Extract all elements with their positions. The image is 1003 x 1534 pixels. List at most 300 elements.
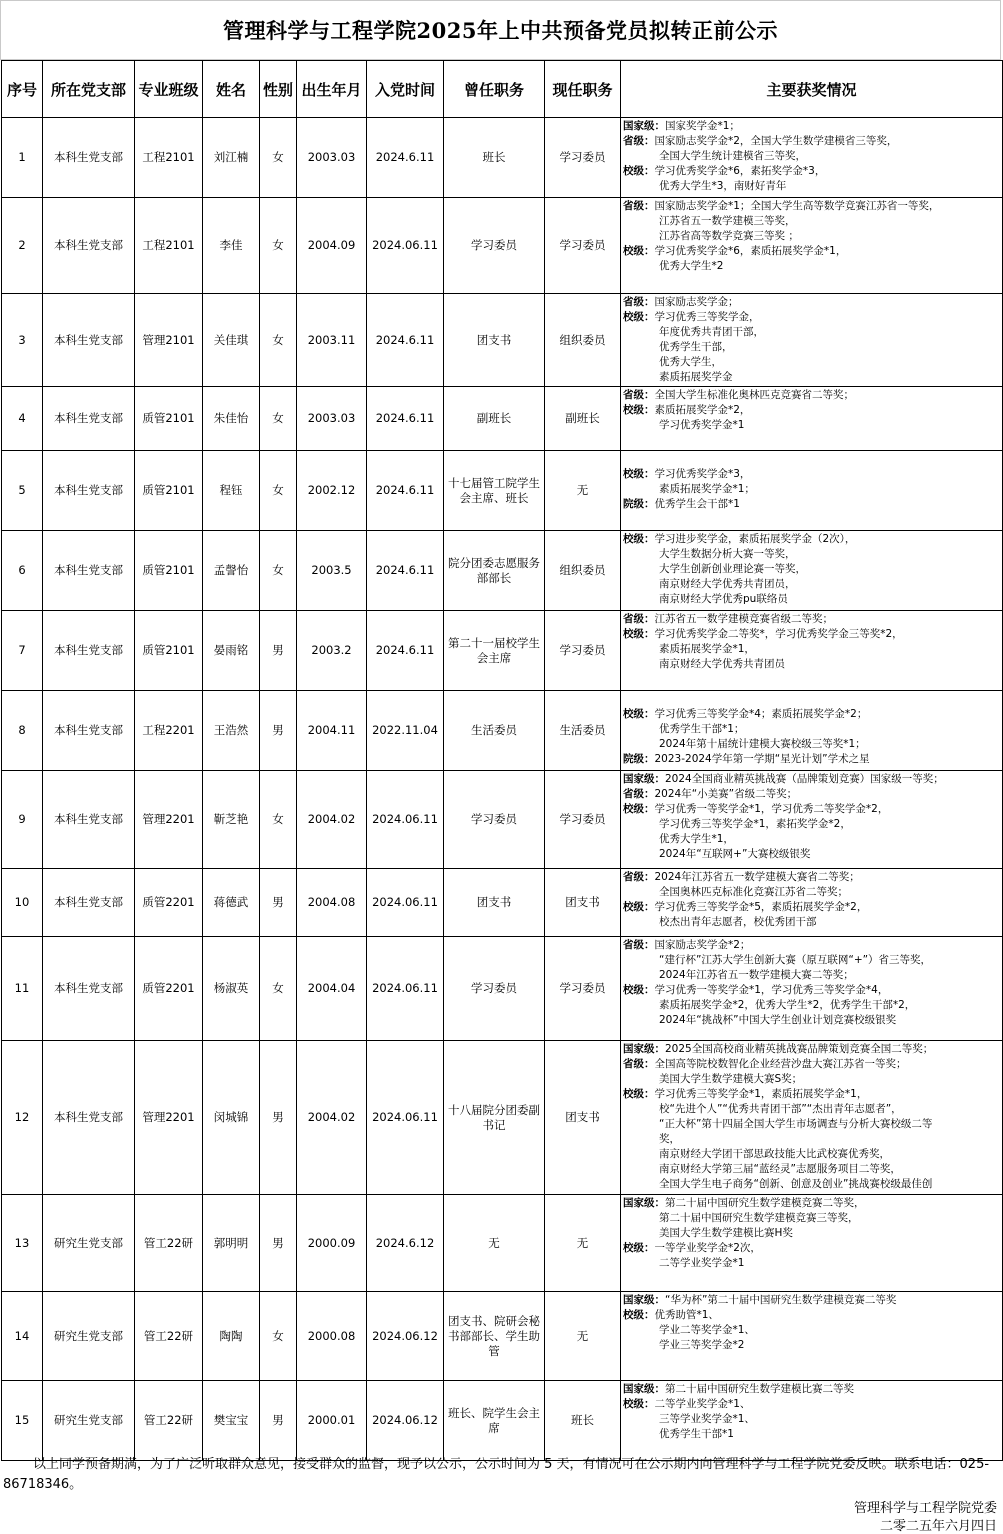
award-line: [623, 1397, 1000, 1412]
cell-birth-text: 2004.11: [307, 723, 356, 737]
award-line: [623, 1241, 1000, 1256]
cell-birth-text: 2003.03: [307, 150, 356, 164]
header-join-date: 入党时间: [367, 61, 444, 118]
award-line: [623, 737, 1000, 752]
cell-no-text: 13: [14, 1235, 30, 1250]
cell-gender-text: 女: [272, 332, 284, 347]
cell-branch: [43, 387, 135, 451]
cell-no-text: 14: [14, 1328, 30, 1343]
award-level: 省级：: [623, 296, 655, 308]
cell-no: [2, 611, 43, 691]
cell-birth-text: 2002.12: [307, 483, 356, 497]
cell-branch: [43, 451, 135, 531]
cell-join-date-text: 2024.6.11: [375, 563, 435, 577]
cell-no: [2, 198, 43, 294]
award-text: 校杰出青年志愿者，校优秀团干部: [659, 916, 817, 928]
award-text: 素质拓展奖学金: [659, 371, 733, 383]
cell-gender: [260, 387, 297, 451]
cell-branch: [43, 937, 135, 1041]
cell-join-date: [367, 869, 444, 937]
cell-current-position-text: 无: [576, 1235, 589, 1250]
cell-birth-text: 2004.02: [307, 1110, 356, 1124]
table-row: [2, 691, 1003, 771]
cell-birth-text: 2003.11: [307, 332, 356, 347]
cell-gender: [260, 1041, 297, 1195]
cell-no-text: 4: [18, 411, 26, 425]
award-line: [623, 802, 1000, 817]
cell-join-date: [367, 387, 444, 451]
header-awards: 主要获奖情况: [621, 61, 1003, 118]
table-body: [2, 118, 1003, 1461]
table-row: [2, 1195, 1003, 1292]
cell-awards: [621, 937, 1003, 1041]
footer-organization: 管理科学与工程学院党委: [853, 1501, 997, 1516]
cell-awards: [621, 691, 1003, 771]
cell-gender-text: 女: [272, 238, 284, 252]
award-text: 全国大学生电子商务“创新、创意及创业”挑战赛校级最佳创: [659, 1178, 933, 1190]
cell-join-date-text: 2024.06.12: [372, 1413, 438, 1427]
cell-current-position: [545, 531, 621, 611]
cell-name-text: 王浩然: [213, 723, 249, 737]
award-line: [623, 983, 1000, 998]
cell-birth: [297, 1292, 367, 1381]
cell-class: [135, 611, 203, 691]
cell-birth-text: 2004.02: [307, 812, 356, 826]
cell-name: [203, 294, 260, 387]
cell-gender-text: 女: [272, 981, 284, 995]
award-text: 二等学业奖学金*1: [659, 1257, 745, 1269]
award-text: 2024全国商业精英挑战赛（品牌策划竞赛）国家级一等奖；: [665, 773, 944, 785]
cell-no: [2, 937, 43, 1041]
award-text: “建行杯”江苏大学生创新大赛（原互联网“+”）省三等奖，: [659, 954, 932, 966]
award-line: [623, 1256, 1000, 1271]
cell-former-position-text: 十八届院分团委副书记: [448, 1102, 540, 1132]
award-level: 校级：: [623, 1309, 655, 1321]
cell-name-text: 李佳: [219, 238, 243, 252]
cell-awards: [621, 118, 1003, 198]
cell-no: [2, 1041, 43, 1195]
cell-gender: [260, 294, 297, 387]
cell-birth-text: 2004.08: [307, 895, 356, 909]
cell-name-text: 郭明明: [213, 1235, 249, 1250]
cell-no-text: 6: [18, 563, 26, 577]
award-line: [623, 388, 1000, 403]
award-level: 校级：: [623, 245, 655, 257]
cell-birth-text: 2003.03: [307, 411, 356, 425]
cell-birth-text: 2003.5: [311, 563, 352, 577]
cell-class: [135, 869, 203, 937]
award-text: 国家励志奖学金*2，全国大学生数学建模省三等奖，: [654, 135, 898, 147]
award-text: 全国大学生统计建模省三等奖，: [659, 150, 806, 162]
award-text: 学习优秀三等奖学金*5，素质拓展奖学金*2，: [654, 901, 868, 913]
award-line: [623, 885, 1000, 900]
cell-birth: [297, 1381, 367, 1461]
candidates-table: [1, 60, 1003, 1461]
award-text: “正大杯”第十四届全国大学生市场调查与分析大赛校级二等: [659, 1118, 933, 1130]
award-text: 2024年江苏省五一数学建模大赛二等奖；: [659, 969, 854, 981]
cell-former-position: [444, 451, 545, 531]
cell-birth: [297, 869, 367, 937]
cell-branch: [43, 869, 135, 937]
cell-gender-text: 女: [272, 563, 284, 577]
cell-join-date-text: 2022.11.04: [372, 723, 438, 737]
cell-birth: [297, 691, 367, 771]
cell-name-text: 程钰: [219, 483, 243, 497]
table-row: [2, 118, 1003, 198]
header-gender: 性别: [260, 61, 297, 118]
award-line: [623, 722, 1000, 737]
cell-branch: [43, 611, 135, 691]
cell-current-position: [545, 1041, 621, 1195]
cell-former-position: [444, 1041, 545, 1195]
cell-gender: [260, 1292, 297, 1381]
cell-class: [135, 294, 203, 387]
award-text: 校“先进个人”“优秀共青团干部”“杰出青年志愿者”，: [659, 1103, 902, 1115]
award-line: [623, 1013, 1000, 1028]
award-line: [623, 370, 1000, 385]
award-line: [623, 452, 1000, 467]
cell-class-text: 工程2201: [142, 723, 195, 737]
award-level: 校级：: [623, 1088, 655, 1100]
cell-former-position: [444, 294, 545, 387]
award-text: 素质拓展奖学金*1，: [659, 643, 755, 655]
cell-name: [203, 387, 260, 451]
cell-name: [203, 531, 260, 611]
award-text: 第二十届中国研究生数学建模比赛二等奖: [665, 1383, 854, 1395]
cell-name-text: 靳芝艳: [213, 812, 249, 826]
award-line: [623, 547, 1000, 562]
award-text: 全国高等院校数智化企业经营沙盘大赛江苏省一等奖；: [654, 1058, 907, 1070]
cell-name: [203, 1292, 260, 1381]
cell-gender-text: 男: [272, 1110, 284, 1124]
cell-gender: [260, 1195, 297, 1292]
award-line: [623, 259, 1000, 274]
cell-former-position-text: 班长、院学生会主席: [448, 1405, 540, 1435]
award-text: 优秀学生会干部*1: [654, 498, 740, 510]
award-line: [623, 164, 1000, 179]
award-level: 院级：: [623, 753, 655, 765]
cell-no: [2, 1195, 43, 1292]
award-line: [623, 870, 1000, 885]
cell-awards: [621, 531, 1003, 611]
table-row: [2, 451, 1003, 531]
cell-branch-text: 本科生党支部: [54, 981, 123, 995]
cell-class-text: 质管2201: [142, 895, 195, 909]
cell-name: [203, 118, 260, 198]
cell-gender: [260, 531, 297, 611]
table-row: [2, 387, 1003, 451]
cell-current-position-text: 无: [576, 1328, 589, 1343]
award-text: 优秀大学生，: [659, 356, 722, 368]
cell-former-position: [444, 1381, 545, 1461]
cell-class-text: 工程2101: [142, 150, 195, 164]
award-line: [623, 1323, 1000, 1338]
award-line: [623, 310, 1000, 325]
cell-current-position: [545, 1195, 621, 1292]
award-level: 省级：: [623, 200, 655, 212]
cell-awards: [621, 1381, 1003, 1461]
cell-join-date-text: 2024.6.11: [375, 150, 435, 164]
award-line: [623, 1293, 1000, 1308]
cell-join-date: [367, 1041, 444, 1195]
cell-class: [135, 937, 203, 1041]
award-text: 素质拓展奖学金*2，优秀大学生*2，优秀学生干部*2，: [659, 999, 916, 1011]
cell-birth: [297, 387, 367, 451]
award-line: [623, 149, 1000, 164]
award-text: 国家励志奖学金；: [654, 296, 739, 308]
cell-gender-text: 女: [272, 150, 284, 164]
cell-gender: [260, 451, 297, 531]
table-row: [2, 771, 1003, 869]
cell-former-position: [444, 1195, 545, 1292]
cell-name-text: 樊宝宝: [213, 1413, 249, 1427]
award-level: 国家级：: [623, 120, 665, 132]
award-text: 优秀大学生*2: [659, 260, 724, 272]
cell-former-position-text: 副班长: [476, 411, 512, 425]
award-text: 学习优秀三等奖学金*4；素质拓展奖学金*2；: [654, 708, 868, 720]
award-line: [623, 418, 1000, 433]
cell-branch: [43, 1292, 135, 1381]
award-line: [623, 244, 1000, 259]
cell-gender-text: 男: [272, 1235, 284, 1250]
cell-birth: [297, 118, 367, 198]
cell-join-date-text: 2024.06.11: [372, 1110, 438, 1124]
cell-class: [135, 771, 203, 869]
award-line: [623, 998, 1000, 1013]
award-line: [623, 179, 1000, 194]
cell-gender: [260, 937, 297, 1041]
award-level: 校级：: [623, 1242, 655, 1254]
cell-awards: [621, 1292, 1003, 1381]
award-level: 国家级：: [623, 1383, 665, 1395]
cell-no-text: 10: [14, 895, 30, 909]
award-level: 校级：: [623, 165, 655, 177]
award-text: 学习优秀奖学金*1: [659, 419, 745, 431]
cell-name: [203, 771, 260, 869]
cell-class: [135, 451, 203, 531]
award-text: 江苏省五一数学建模三等奖，: [659, 215, 796, 227]
footer-date: 二零二五年六月四日: [879, 1519, 997, 1534]
cell-awards: [621, 198, 1003, 294]
table-row: [2, 869, 1003, 937]
award-text: 国家奖学金*1；: [665, 120, 740, 132]
table-row: [2, 1381, 1003, 1461]
cell-name: [203, 937, 260, 1041]
footer-note: 以上同学预备期满，为了广泛听取群众意见，接受群众的监督，现予以公示，公示时间为 5 天，有情况可在公示期内向管理科学与工程学院党委反映。联系电话：025-86718346。: [3, 1457, 990, 1492]
cell-gender-text: 女: [272, 812, 284, 826]
cell-branch-text: 本科生党支部: [54, 643, 123, 657]
cell-current-position-text: 学习委员: [559, 150, 606, 164]
award-line: [623, 787, 1000, 802]
award-line: [623, 1382, 1000, 1397]
cell-branch: [43, 771, 135, 869]
cell-class-text: 管工22研: [143, 1235, 194, 1250]
award-line: [623, 592, 1000, 607]
cell-join-date: [367, 1195, 444, 1292]
cell-current-position: [545, 771, 621, 869]
award-text: 2024年“小美赛”省级二等奖；: [654, 788, 798, 800]
cell-current-position-text: 组织委员: [559, 332, 606, 347]
cell-branch-text: 研究生党支部: [54, 1413, 123, 1427]
cell-gender: [260, 771, 297, 869]
cell-class: [135, 1195, 203, 1292]
cell-birth: [297, 611, 367, 691]
cell-branch-text: 本科生党支部: [54, 895, 123, 909]
award-line: [623, 1162, 1000, 1177]
cell-name: [203, 1041, 260, 1195]
table-row: [2, 611, 1003, 691]
cell-current-position-text: 无: [576, 483, 589, 497]
cell-current-position-text: 班长: [571, 1413, 594, 1427]
award-line: [623, 817, 1000, 832]
cell-current-position: [545, 294, 621, 387]
cell-branch: [43, 1381, 135, 1461]
cell-gender: [260, 1381, 297, 1461]
cell-former-position-text: 学习委员: [471, 812, 517, 826]
cell-gender: [260, 691, 297, 771]
cell-branch: [43, 1195, 135, 1292]
cell-birth: [297, 1195, 367, 1292]
award-text: 大学生创新创业理论赛一等奖，: [659, 563, 806, 575]
cell-gender: [260, 198, 297, 294]
award-line: [623, 1147, 1000, 1162]
cell-name: [203, 611, 260, 691]
cell-join-date-text: 2024.06.11: [372, 812, 438, 826]
cell-no-text: 5: [18, 483, 26, 497]
cell-no-text: 15: [14, 1413, 30, 1427]
award-text: 优秀学生干部，: [659, 341, 733, 353]
award-text: 二等学业奖学金*1、: [654, 1398, 751, 1410]
cell-no: [2, 1381, 43, 1461]
award-line: [623, 900, 1000, 915]
award-line: [623, 953, 1000, 968]
award-text: 2024年“挑战杯”中国大学生创业计划竞赛校级银奖: [659, 1014, 897, 1026]
cell-join-date: [367, 1381, 444, 1461]
award-line: [623, 295, 1000, 310]
cell-class-text: 质管2201: [142, 981, 195, 995]
award-text: 学业二等奖学金*1、: [659, 1324, 755, 1336]
cell-birth-text: 2000.08: [307, 1328, 356, 1343]
table-row: [2, 1041, 1003, 1195]
cell-join-date-text: 2024.6.11: [375, 411, 435, 425]
award-line: [623, 134, 1000, 149]
cell-class-text: 质管2101: [142, 563, 195, 577]
award-line: [623, 847, 1000, 862]
cell-branch-text: 本科生党支部: [54, 150, 123, 164]
document-title: 管理科学与工程学院2025年上中共预备党员拟转正前公示: [0, 0, 1001, 60]
cell-join-date-text: 2024.06.12: [372, 1328, 438, 1343]
cell-branch-text: 本科生党支部: [54, 723, 123, 737]
award-level: 省级：: [623, 135, 655, 147]
cell-join-date: [367, 1292, 444, 1381]
award-line: [623, 1132, 1000, 1147]
award-text: 全国奥林匹克标准化竞赛江苏省二等奖；: [659, 886, 848, 898]
award-line: [623, 1338, 1000, 1353]
award-line: [623, 1211, 1000, 1226]
cell-birth: [297, 451, 367, 531]
award-line: [623, 1102, 1000, 1117]
cell-current-position: [545, 451, 621, 531]
award-text: 美国大学生数学建模大赛S奖；: [659, 1073, 803, 1085]
award-text: 学业三等奖学金*2: [659, 1339, 745, 1351]
award-level: 省级：: [623, 613, 655, 625]
cell-no-text: 7: [18, 643, 26, 657]
cell-name-text: 朱佳怡: [213, 411, 249, 425]
cell-no: [2, 869, 43, 937]
cell-no-text: 9: [18, 812, 26, 826]
award-text: 2024年第十届统计建模大赛校级三等奖*1；: [659, 738, 866, 750]
cell-no-text: 1: [18, 150, 26, 164]
cell-former-position-text: 团支书: [476, 895, 512, 909]
award-level: 校级：: [623, 628, 655, 640]
award-text: 国家励志奖学金*1；全国大学生高等数学竞赛江苏省一等奖，: [654, 200, 940, 212]
award-line: [623, 1412, 1000, 1427]
cell-join-date: [367, 198, 444, 294]
cell-former-position-text: 生活委员: [471, 723, 517, 737]
cell-name: [203, 869, 260, 937]
cell-current-position: [545, 611, 621, 691]
cell-former-position-text: 学习委员: [471, 238, 517, 252]
cell-join-date: [367, 937, 444, 1041]
cell-no-text: 2: [18, 238, 26, 252]
award-text: 优秀大学生*1，: [659, 833, 734, 845]
award-line: [623, 1308, 1000, 1323]
cell-name: [203, 691, 260, 771]
cell-join-date: [367, 294, 444, 387]
cell-class-text: 质管2101: [142, 411, 195, 425]
cell-current-position-text: 团支书: [565, 1110, 600, 1124]
cell-class-text: 管理2201: [142, 812, 195, 826]
award-text: 学习优秀奖学金*6，素质拓展奖学金*1，: [654, 245, 847, 257]
award-level: 国家级：: [623, 1043, 665, 1055]
award-text: 江苏省高等数学竞赛三等奖 ；: [659, 230, 799, 242]
award-level: 校级：: [623, 1398, 655, 1410]
award-line: [623, 214, 1000, 229]
award-level: 校级：: [623, 901, 655, 913]
header-branch: 所在党支部: [43, 61, 135, 118]
cell-awards: [621, 771, 1003, 869]
award-level: 省级：: [623, 788, 655, 800]
cell-birth-text: 2004.04: [307, 981, 356, 995]
cell-former-position-text: 学习委员: [471, 981, 517, 995]
cell-class-text: 管理2101: [142, 332, 195, 347]
award-line: [623, 1072, 1000, 1087]
header-no: 序号: [2, 61, 43, 118]
cell-no: [2, 387, 43, 451]
award-level: 校级：: [623, 468, 655, 480]
cell-name-text: 蒋德武: [213, 895, 249, 909]
award-text: 南京财经大学团干部思政技能大比武校赛优秀奖，: [659, 1148, 890, 1160]
cell-former-position-text: 院分团委志愿服务部部长: [448, 555, 540, 585]
header-current-position: 现任职务: [545, 61, 621, 118]
award-line: [623, 1177, 1000, 1192]
cell-gender-text: 男: [272, 643, 284, 657]
cell-name-text: 陶陶: [219, 1328, 243, 1343]
header-former-position: 曾任职务: [444, 61, 545, 118]
cell-former-position-text: 团支书: [476, 332, 512, 347]
cell-current-position-text: 学习委员: [559, 643, 606, 657]
cell-former-position: [444, 531, 545, 611]
cell-class: [135, 387, 203, 451]
award-text: 学习优秀三等奖学金，: [654, 311, 760, 323]
cell-join-date-text: 2024.06.11: [372, 895, 438, 909]
award-line: [623, 1196, 1000, 1211]
award-text: 优秀学生干部*1: [659, 1428, 734, 1440]
award-text: 2023-2024学年第一学期“星光计划”学术之星: [654, 753, 870, 765]
award-line: [623, 692, 1000, 707]
cell-branch-text: 本科生党支部: [54, 812, 123, 826]
cell-gender-text: 男: [272, 895, 284, 909]
